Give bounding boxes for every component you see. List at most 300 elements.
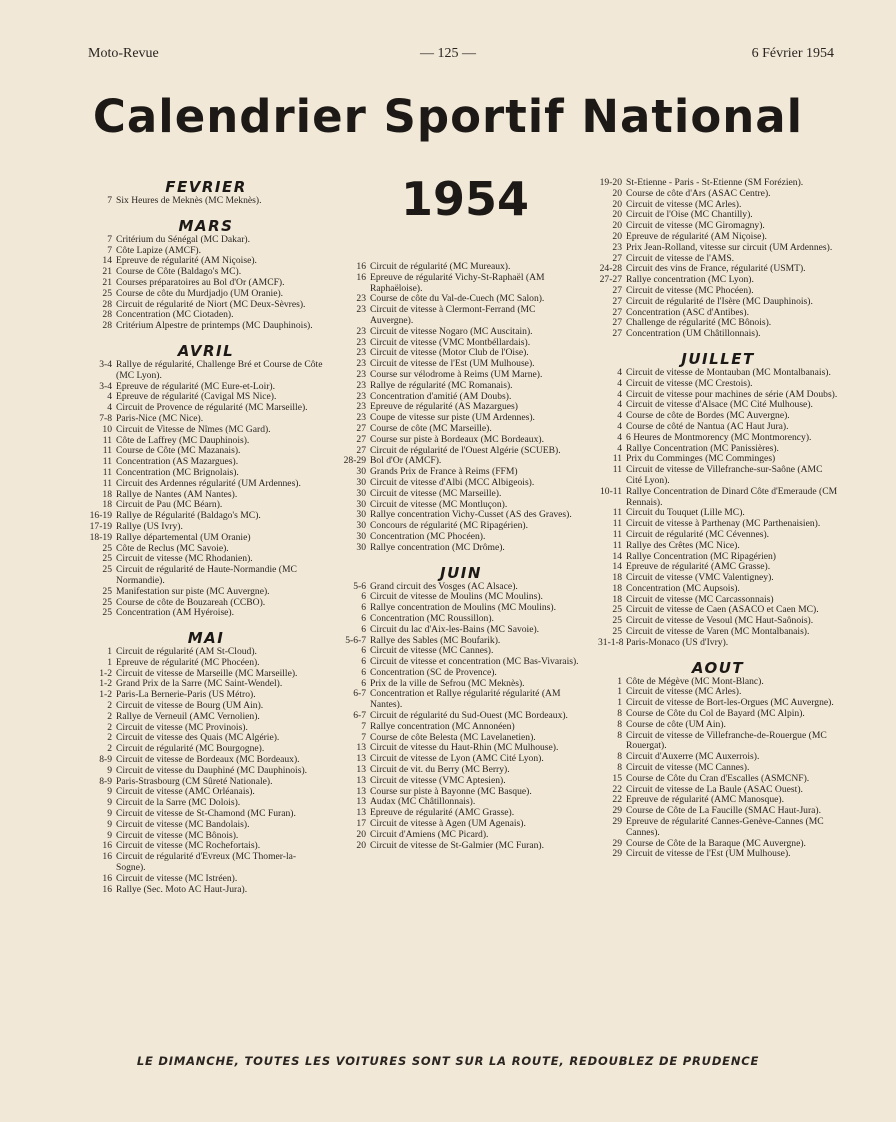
event-description: Circuit de vitesse (MC Marseille). bbox=[370, 487, 502, 499]
event-description: Concentration et Rallye régularité régularité (AM Nantes). bbox=[370, 688, 561, 711]
event-description: Coupe de vitesse sur piste (UM Ardennes). bbox=[370, 412, 535, 424]
event-description: Course de Côte du Col de Bayard (MC Alpin). bbox=[626, 708, 805, 720]
event-entry bbox=[88, 852, 324, 874]
event-description: Prix Jean-Rolland, vitesse sur circuit (UM Ardennes). bbox=[626, 241, 833, 253]
event-date: 11 bbox=[102, 434, 112, 446]
event-description: Circuit de vitesse (VMC Valentigney). bbox=[626, 572, 774, 584]
event-date: 6 bbox=[361, 656, 366, 668]
event-description: Circuit de vit. du Berry (MC Berry). bbox=[370, 764, 510, 776]
event-description: Circuit de régularité de Niort (MC Deux-Sèvres). bbox=[116, 298, 306, 310]
event-date: 7 bbox=[361, 720, 366, 732]
event-date: 27 bbox=[612, 295, 622, 307]
event-description: Circuit de régularité (MC Cévennes). bbox=[626, 528, 770, 540]
event-description: Circuit du lac d'Aix-les-Bains (MC Savoie). bbox=[370, 623, 540, 635]
event-description: Course de Côte de La Faucille (SMAC Haut-Jura). bbox=[626, 805, 822, 817]
event-date: 29 bbox=[612, 816, 622, 828]
event-date: 7 bbox=[107, 233, 112, 245]
event-date: 10-11 bbox=[599, 485, 622, 497]
event-entry bbox=[598, 849, 838, 860]
event-description: Rallye Concentration (MC Ripagérien) bbox=[626, 550, 776, 562]
event-date: 6 bbox=[361, 591, 366, 603]
event-date: 20 bbox=[612, 198, 622, 210]
event-date: 14 bbox=[612, 561, 622, 573]
event-description: Course de côte du Val-de-Cuech (MC Salon). bbox=[370, 293, 545, 305]
event-date: 4 bbox=[617, 410, 622, 422]
event-date: 6 bbox=[361, 623, 366, 635]
event-description: Epreuve de régularité Vichy-St-Raphaël (AM Raphaëloise). bbox=[370, 271, 545, 294]
event-date: 16-19 bbox=[89, 510, 112, 522]
event-date: 27 bbox=[612, 317, 622, 329]
event-description: Circuit de vitesse de La Baule (ASAC Ouest). bbox=[626, 783, 803, 795]
event-description: Circuit de vitesse (MC Cannes). bbox=[626, 762, 750, 774]
event-date: 2 bbox=[107, 710, 112, 722]
event-description: Circuit de vitesse de l'AMS. bbox=[626, 252, 735, 264]
month-section bbox=[342, 564, 580, 852]
event-date: 7-8 bbox=[99, 412, 112, 424]
event-description: Circuit de vitesse de Villefranche-de-Rouergue (MC Rouergat). bbox=[626, 729, 827, 752]
event-date: 20 bbox=[612, 209, 622, 221]
event-description: Circuit de l'Oise (MC Chantilly). bbox=[626, 209, 753, 221]
event-date: 14 bbox=[102, 255, 112, 267]
event-date: 25 bbox=[612, 626, 622, 638]
event-date: 1 bbox=[107, 646, 112, 658]
event-description: Circuit de vitesse des Quais (MC Algérie). bbox=[116, 732, 280, 744]
event-description: Circuit de régularité de Haute-Normandie (MC Normandie). bbox=[116, 564, 297, 586]
event-date: 13 bbox=[356, 764, 366, 776]
event-date: 16 bbox=[356, 271, 366, 283]
event-description: Circuit de vitesse de Marseille (MC Marseille). bbox=[116, 667, 298, 679]
event-date: 25 bbox=[102, 553, 112, 565]
event-description: Course de côte du Murdjadjo (UM Oranie). bbox=[116, 287, 284, 299]
event-description: Circuit de vitesse Nogaro (MC Auscitain). bbox=[370, 325, 533, 337]
event-date: 9 bbox=[107, 786, 112, 798]
event-description: Circuit de vitesse (MC Istréen). bbox=[116, 872, 238, 884]
event-description: Concentration (MC Brignolais). bbox=[116, 466, 239, 478]
event-description: Grand Prix de la Sarre (MC Saint-Wendel). bbox=[116, 678, 283, 690]
event-description: Course sur piste à Bayonne (MC Basque). bbox=[370, 785, 532, 797]
event-date: 1-2 bbox=[99, 667, 112, 679]
event-date: 16 bbox=[102, 840, 112, 852]
event-description: Circuit de vitesse (VMC Aptesien). bbox=[370, 774, 506, 786]
month-section bbox=[88, 217, 324, 332]
event-description: Circuit de vitesse et concentration (MC Bas-Vivarais). bbox=[370, 656, 579, 668]
event-description: Circuit de vitesse à Agen (UM Agenais). bbox=[370, 818, 526, 830]
event-description: Circuit d'Auxerre (MC Auxerrois). bbox=[626, 751, 760, 763]
event-description: Course de côte Belesta (MC Lavelanetien). bbox=[370, 731, 536, 743]
event-description: Critérium Alpestre de printemps (MC Dauphinois). bbox=[116, 320, 313, 332]
event-date: 2 bbox=[107, 700, 112, 712]
event-date: 13 bbox=[356, 774, 366, 786]
event-date: 11 bbox=[612, 528, 622, 540]
event-date: 5-6 bbox=[353, 580, 366, 592]
event-date: 28-29 bbox=[343, 455, 366, 467]
event-description: Circuit de vitesse de l'Est (UM Mulhouse). bbox=[626, 848, 791, 860]
event-description: Epreuve de régularité (MC Phocéen). bbox=[116, 656, 260, 668]
event-entry bbox=[598, 487, 838, 509]
event-description: Rallye concentration (MC Drôme). bbox=[370, 541, 505, 553]
event-date: 11 bbox=[612, 518, 622, 530]
event-date: 21 bbox=[102, 276, 112, 288]
event-description: Concours de régularité (MC Ripagérien). bbox=[370, 520, 528, 532]
event-date: 3-4 bbox=[99, 358, 112, 370]
event-description: Rallye de Verneuil (AMC Vernolien). bbox=[116, 710, 260, 722]
event-description: Concentration (MC Roussillon). bbox=[370, 612, 494, 624]
month-heading: JUILLET bbox=[681, 349, 755, 368]
event-date: 6 bbox=[361, 677, 366, 689]
event-description: Circuit de vitesse du Dauphiné (MC Dauphinois). bbox=[116, 764, 308, 776]
event-description: Course de côte (MC Marseille). bbox=[370, 422, 492, 434]
event-date: 9 bbox=[107, 829, 112, 841]
event-date: 11 bbox=[102, 466, 112, 478]
event-description: Concentration (SC de Provence). bbox=[370, 666, 497, 678]
event-entry bbox=[342, 689, 580, 711]
event-description: Circuit de vitesse de St-Galmier (MC Furan). bbox=[370, 839, 544, 851]
event-entry bbox=[342, 305, 580, 327]
event-date: 24-28 bbox=[599, 263, 622, 275]
event-date: 4 bbox=[617, 399, 622, 411]
event-date: 25 bbox=[102, 596, 112, 608]
event-date: 1 bbox=[617, 686, 622, 698]
event-date: 20 bbox=[356, 839, 366, 851]
month-heading: AOUT bbox=[691, 658, 745, 677]
event-date: 23 bbox=[356, 358, 366, 370]
event-date: 10 bbox=[102, 423, 112, 435]
event-date: 30 bbox=[356, 530, 366, 542]
event-date: 1-2 bbox=[99, 689, 112, 701]
event-description: Circuit de vitesse de Villefranche-sur-Saône (AMC Cité Lyon). bbox=[626, 464, 823, 486]
event-description: Côte de Laffrey (MC Dauphinois). bbox=[116, 434, 250, 446]
event-description: Epreuve de régularité Cannes-Genève-Cannes (MC Cannes). bbox=[626, 816, 824, 838]
event-description: Circuit de vitesse (MC Phocéen). bbox=[626, 284, 754, 296]
event-entry bbox=[598, 638, 838, 649]
event-description: Circuit de vitesse d'Alsace (MC Cité Mulhouse). bbox=[626, 399, 813, 411]
event-date: 15 bbox=[612, 772, 622, 784]
event-date: 18 bbox=[612, 572, 622, 584]
event-description: Course de côte (UM Ain). bbox=[626, 718, 726, 730]
event-date: 14 bbox=[612, 550, 622, 562]
event-description: Course de Côte (Baldago's MC). bbox=[116, 266, 242, 278]
event-date: 9 bbox=[107, 797, 112, 809]
event-date: 13 bbox=[356, 753, 366, 765]
event-description: Rallye (US Ivry). bbox=[116, 520, 183, 532]
event-description: Circuit de vitesse (MC Bandolais). bbox=[116, 818, 250, 830]
event-description: Circuit de régularité de l'Ouest Algérie (SCUEB). bbox=[370, 444, 561, 456]
event-description: Rallye de régularité, Challenge Bré et Course de Côte (MC Lyon). bbox=[116, 358, 323, 381]
event-description: Rallye de régularité (MC Romanais). bbox=[370, 379, 513, 391]
event-date: 1 bbox=[617, 697, 622, 709]
event-date: 4 bbox=[617, 431, 622, 443]
event-entry bbox=[88, 360, 324, 382]
event-date: 3-4 bbox=[99, 380, 112, 392]
event-description: Circuit de Vitesse de Nîmes (MC Gard). bbox=[116, 423, 271, 435]
event-description: Circuit de vitesse de Montauban (MC Montalbanais). bbox=[626, 366, 831, 378]
event-date: 25 bbox=[102, 585, 112, 597]
month-section bbox=[598, 659, 838, 861]
event-description: Concentration (AS Mazargues). bbox=[116, 456, 239, 468]
event-date: 27-27 bbox=[599, 274, 622, 286]
event-date: 30 bbox=[356, 466, 366, 478]
event-description: Course de Côte du Cran d'Escalles (ASMCNF). bbox=[626, 772, 810, 784]
event-description: Circuit de vitesse (MC Montluçon). bbox=[370, 498, 508, 510]
event-description: Rallye (Sec. Moto AC Haut-Jura). bbox=[116, 883, 248, 895]
event-description: Circuit de régularité d'Evreux (MC Thomer-la-Sogne). bbox=[116, 851, 297, 874]
calendar-column-2 bbox=[342, 262, 580, 861]
event-date: 20 bbox=[612, 187, 622, 199]
event-date: 23 bbox=[612, 241, 622, 253]
event-entry bbox=[598, 731, 838, 753]
event-date: 25 bbox=[102, 542, 112, 554]
event-description: Rallye concentration de Moulins (MC Moulins). bbox=[370, 602, 556, 614]
event-date: 6 bbox=[361, 602, 366, 614]
event-description: Paris-La Bernerie-Paris (US Métro). bbox=[116, 689, 256, 701]
event-description: Epreuve de régularité (AS Mazargues) bbox=[370, 401, 518, 413]
event-description: Circuit de vitesse de Lyon (AMC Cité Lyon). bbox=[370, 753, 544, 765]
event-date: 16 bbox=[102, 872, 112, 884]
event-description: Course sur piste à Bordeaux (MC Bordeaux). bbox=[370, 433, 544, 445]
event-description: Circuit de vitesse (MC Rhodanien). bbox=[116, 553, 253, 565]
event-date: 27 bbox=[356, 433, 366, 445]
event-date: 1 bbox=[617, 675, 622, 687]
event-date: 25 bbox=[612, 615, 622, 627]
event-date: 4 bbox=[107, 391, 112, 403]
event-description: Circuit du Touquet (Lille MC). bbox=[626, 507, 745, 519]
event-date: 27 bbox=[356, 422, 366, 434]
event-date: 27 bbox=[612, 252, 622, 264]
event-description: Six Heures de Meknès (MC Meknès). bbox=[116, 195, 262, 206]
event-date: 9 bbox=[107, 764, 112, 776]
event-description: Circuit de vitesse d'Albi (MCC Albigeois). bbox=[370, 476, 535, 488]
month-section bbox=[88, 629, 324, 895]
event-description: Circuit de Provence de régularité (MC Marseille). bbox=[116, 402, 308, 414]
event-description: Paris-Nice (MC Nice). bbox=[116, 412, 204, 424]
event-date: 29 bbox=[612, 805, 622, 817]
event-date: 11 bbox=[102, 477, 112, 489]
event-description: Côte de Mégève (MC Mont-Blanc). bbox=[626, 675, 764, 687]
event-entry bbox=[88, 565, 324, 587]
event-date: 7 bbox=[361, 731, 366, 743]
event-description: Circuit de vitesse de Varen (MC Montalbanais). bbox=[626, 626, 810, 638]
event-description: Epreuve de régularité (Cavigal MS Nice). bbox=[116, 391, 277, 403]
event-description: Epreuve de régularité (AMC Grasse). bbox=[626, 561, 771, 573]
event-date: 4 bbox=[617, 388, 622, 400]
event-date: 27 bbox=[612, 306, 622, 318]
event-date: 8-9 bbox=[99, 754, 112, 766]
event-date: 17-19 bbox=[89, 520, 112, 532]
event-description: Circuit de vitesse (Motor Club de l'Oise). bbox=[370, 347, 529, 359]
month-heading: JUIN bbox=[440, 563, 482, 582]
event-description: Circuit de vitesse du Haut-Rhin (MC Mulhouse). bbox=[370, 742, 559, 754]
event-description: Circuit de vitesse (MC Arles). bbox=[626, 198, 742, 210]
event-description: 6 Heures de Montmorency (MC Montmorency). bbox=[626, 431, 812, 443]
event-date: 16 bbox=[102, 851, 112, 863]
event-description: Rallye concentration (MC Lyon). bbox=[626, 274, 754, 286]
event-description: Circuit de vitesse (MC Carcassonnais) bbox=[626, 593, 774, 605]
event-description: Bol d'Or (AMCF). bbox=[370, 455, 442, 467]
event-description: Circuit de la Sarre (MC Dolois). bbox=[116, 797, 241, 809]
month-section bbox=[598, 350, 838, 649]
event-date: 28 bbox=[102, 320, 112, 332]
event-entry bbox=[342, 841, 580, 852]
event-description: Epreuve de régularité (AM Niçoise). bbox=[626, 230, 767, 242]
event-description: Epreuve de régularité (MC Eure-et-Loir). bbox=[116, 380, 276, 392]
event-description: Côte de Reclus (MC Savoie). bbox=[116, 542, 229, 554]
event-date: 29 bbox=[612, 837, 622, 849]
event-date: 30 bbox=[356, 520, 366, 532]
event-entry bbox=[88, 608, 324, 619]
event-date: 7 bbox=[107, 244, 112, 256]
event-description: Concentration (MC Phocéen). bbox=[370, 530, 486, 542]
event-description: Circuit de vitesse (AMC Orléanais). bbox=[116, 786, 255, 798]
event-date: 23 bbox=[356, 379, 366, 391]
event-description: Circuit de vitesse (MC Rochefortais). bbox=[116, 840, 261, 852]
event-date: 18 bbox=[102, 499, 112, 511]
event-date: 30 bbox=[356, 498, 366, 510]
event-description: Circuit de vitesse à Parthenay (MC Parthenaisien). bbox=[626, 518, 821, 530]
event-description: Rallye concentration (MC Annonéen) bbox=[370, 720, 515, 732]
event-description: Circuit de vitesse de Bourg (UM Ain). bbox=[116, 700, 264, 712]
event-description: Course de côte d'Ars (ASAC Centre). bbox=[626, 187, 771, 199]
event-date: 23 bbox=[356, 412, 366, 424]
event-description: Concentration (UM Châtillonnais). bbox=[626, 328, 761, 340]
event-description: Circuit de vitesse de l'Est (UM Mulhouse). bbox=[370, 358, 535, 370]
event-date: 28 bbox=[102, 309, 112, 321]
event-date: 25 bbox=[102, 607, 112, 619]
event-date: 8-9 bbox=[99, 775, 112, 787]
event-date: 18 bbox=[612, 582, 622, 594]
event-description: Circuit de Pau (MC Béarn). bbox=[116, 499, 223, 511]
month-heading: MARS bbox=[178, 216, 234, 235]
event-description: Circuit de vitesse (MC Giromagny). bbox=[626, 220, 765, 232]
publication-name: Moto-Revue bbox=[88, 46, 159, 61]
event-date: 28 bbox=[102, 298, 112, 310]
event-date: 23 bbox=[356, 336, 366, 348]
event-date: 13 bbox=[356, 785, 366, 797]
event-date: 23 bbox=[356, 401, 366, 413]
event-date: 9 bbox=[107, 818, 112, 830]
event-description: Concentration (MC Aupsois). bbox=[626, 582, 740, 594]
event-date: 27 bbox=[612, 328, 622, 340]
event-description: Circuit de vitesse (MC Bônois). bbox=[116, 829, 239, 841]
calendar-column-1 bbox=[88, 178, 324, 905]
event-description: Circuit des Ardennes régularité (UM Ardennes). bbox=[116, 477, 301, 489]
event-date: 13 bbox=[356, 742, 366, 754]
event-date: 11 bbox=[612, 507, 622, 519]
event-date: 8 bbox=[617, 762, 622, 774]
event-date: 22 bbox=[612, 783, 622, 795]
event-entry bbox=[342, 543, 580, 554]
event-date: 1 bbox=[107, 656, 112, 668]
event-description: Concentration (AM Hyéroise). bbox=[116, 607, 235, 619]
event-date: 17 bbox=[356, 818, 366, 830]
event-description: Concentration d'amitié (AM Doubs). bbox=[370, 390, 512, 402]
event-date: 18 bbox=[612, 593, 622, 605]
event-description: Rallye de Nantes (AM Nantes). bbox=[116, 488, 238, 500]
event-date: 23 bbox=[356, 293, 366, 305]
event-description: Challenge de régularité (MC Bônois). bbox=[626, 317, 772, 329]
event-date: 21 bbox=[102, 266, 112, 278]
event-description: Côte Lapize (AMCF). bbox=[116, 244, 201, 256]
month-section bbox=[598, 178, 838, 340]
event-date: 4 bbox=[617, 377, 622, 389]
event-date: 8 bbox=[617, 718, 622, 730]
event-date: 6-7 bbox=[353, 688, 366, 700]
calendar-column-3 bbox=[598, 178, 838, 870]
event-description: Rallye concentration Vichy-Cusset (AS des Graves). bbox=[370, 509, 572, 521]
event-description: Circuit de régularité (MC Bourgogne). bbox=[116, 743, 265, 755]
event-description: Circuit de vitesse de Bort-les-Orgues (MC Auvergne). bbox=[626, 697, 834, 709]
event-description: Circuit de vitesse de Moulins (MC Moulins). bbox=[370, 591, 543, 603]
event-date: 20 bbox=[612, 230, 622, 242]
event-description: Paris-Strasbourg (CM Sûreté Nationale). bbox=[116, 775, 273, 787]
event-date: 1-2 bbox=[99, 678, 112, 690]
event-description: Course de Côte de la Baraque (MC Auvergne). bbox=[626, 837, 806, 849]
event-date: 4 bbox=[617, 420, 622, 432]
event-description: Prix de la ville de Sefrou (MC Meknès). bbox=[370, 677, 525, 689]
event-entry bbox=[598, 817, 838, 839]
event-description: Circuit de vitesse pour machines de série (AM Doubs). bbox=[626, 388, 838, 400]
event-date: 25 bbox=[102, 564, 112, 576]
issue-date: 6 Février 1954 bbox=[751, 46, 834, 61]
event-date: 13 bbox=[356, 796, 366, 808]
event-description: Paris-Monaco (US d'Ivry). bbox=[626, 636, 729, 648]
event-date: 13 bbox=[356, 807, 366, 819]
event-description: Circuit de vitesse (MC Cannes). bbox=[370, 645, 494, 657]
event-description: Circuit des vins de France, régularité (USMT). bbox=[626, 263, 806, 275]
event-date: 8 bbox=[617, 751, 622, 763]
event-date: 27 bbox=[356, 444, 366, 456]
event-date: 4 bbox=[617, 366, 622, 378]
event-description: Circuit de vitesse à Clermont-Ferrand (MC Auvergne). bbox=[370, 304, 536, 326]
event-description: St-Etienne - Paris - St-Etienne (SM Forézien). bbox=[626, 177, 804, 188]
event-date: 6 bbox=[361, 612, 366, 624]
event-description: Circuit de vitesse de Caen (ASACO et Caen MC). bbox=[626, 604, 819, 616]
event-description: Grands Prix de France à Reims (FFM) bbox=[370, 466, 518, 478]
event-description: Circuit de régularité du Sud-Ouest (MC Bordeaux). bbox=[370, 710, 568, 722]
event-date: 4 bbox=[107, 402, 112, 414]
event-description: Circuit de vitesse (VMC Montbéllardais). bbox=[370, 336, 531, 348]
event-date: 30 bbox=[356, 476, 366, 488]
event-description: Circuit de vitesse (MC Provinois). bbox=[116, 721, 248, 733]
event-date: 6-7 bbox=[353, 710, 366, 722]
event-description: Rallye Concentration de Dinard Côte d'Emeraude (CM Rennais). bbox=[626, 485, 838, 508]
event-date: 18 bbox=[102, 488, 112, 500]
event-date: 25 bbox=[102, 287, 112, 299]
event-description: Audax (MC Châtillonnais). bbox=[370, 796, 476, 808]
event-date: 2 bbox=[107, 743, 112, 755]
event-description: Courses préparatoires au Bol d'Or (AMCF). bbox=[116, 276, 285, 288]
page-number: — 125 — bbox=[420, 46, 476, 61]
event-date: 16 bbox=[356, 261, 366, 272]
event-entry bbox=[598, 329, 838, 340]
event-entry bbox=[88, 321, 324, 332]
event-description: Manifestation sur piste (MC Auvergne). bbox=[116, 585, 270, 597]
event-description: Circuit de vitesse de Bordeaux (MC Bordeaux). bbox=[116, 754, 300, 766]
event-description: Circuit de régularité (AM St-Cloud). bbox=[116, 646, 257, 658]
event-description: Course sur vélodrome à Reims (UM Marne). bbox=[370, 368, 543, 380]
event-date: 7 bbox=[107, 195, 112, 206]
event-date: 6 bbox=[361, 645, 366, 657]
event-date: 23 bbox=[356, 368, 366, 380]
event-description: Circuit de régularité (MC Mureaux). bbox=[370, 261, 511, 272]
event-description: Rallye des Sables (MC Boufarik). bbox=[370, 634, 501, 646]
event-date: 8 bbox=[617, 708, 622, 720]
event-date: 2 bbox=[107, 721, 112, 733]
month-heading: AVRIL bbox=[177, 341, 235, 360]
event-description: Rallye départemental (UM Oranie) bbox=[116, 531, 251, 543]
event-description: Concentration (MC Ciotaden). bbox=[116, 309, 234, 321]
event-date: 18-19 bbox=[89, 531, 112, 543]
event-description: Circuit d'Amiens (MC Picard). bbox=[370, 828, 489, 840]
